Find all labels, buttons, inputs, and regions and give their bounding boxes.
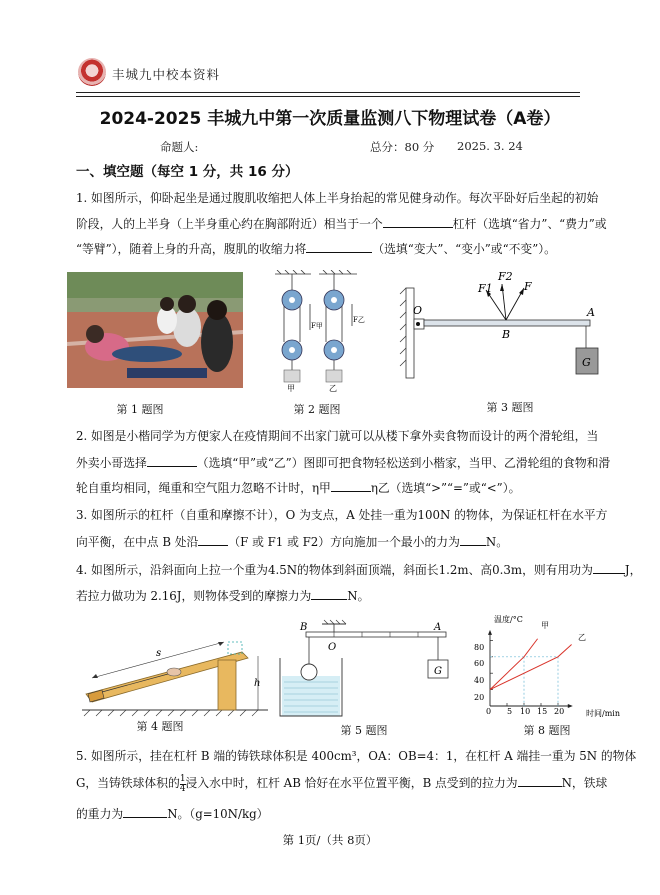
chart-x-arrow	[568, 704, 573, 708]
q5-text: G，当铸铁球体积的	[76, 776, 180, 790]
q2-line2	[76, 454, 610, 471]
q5-blank-1[interactable]	[518, 774, 562, 787]
page-footer: 第 1页/（共 8页）	[282, 833, 378, 847]
header-rule-thin	[76, 96, 580, 97]
q1-line1: 1. 如图所示，仰卧起坐是通过腹肌收缩把人体上半身抬起的常见健身动作。每次平卧好后坐起的初始	[76, 191, 599, 205]
q3-text: N。	[485, 535, 508, 549]
fig2-label-jia: 甲	[287, 384, 295, 392]
fig5-g: G	[434, 666, 442, 677]
q1-line3	[76, 240, 556, 257]
section-heading: 一、填空题（每空 1 分，共 16 分）	[76, 164, 299, 180]
q3-blank-1[interactable]	[198, 533, 228, 546]
chart-y-arrow	[488, 630, 492, 635]
situp-photo	[67, 272, 243, 388]
fraction-denominator: 4	[179, 783, 186, 794]
fig3-a: A	[587, 306, 595, 319]
school-logo	[78, 58, 106, 86]
q2-line1: 2. 如图是小楷同学为方便家人在疫情期间不出家门就可以从楼下拿外卖食物而设计的两个滑轮组，当	[76, 429, 599, 443]
fig2-label-yi: 乙	[329, 384, 337, 392]
chart-xtick-20: 20	[554, 707, 565, 716]
total-score: 总分：80 分	[370, 140, 435, 154]
fig2-f-jia: F甲	[311, 322, 323, 330]
q5-line3	[76, 805, 268, 822]
q3-text: 向平衡，在中点 B 处沿	[76, 535, 199, 549]
chart-ytick-80: 80	[474, 643, 485, 652]
fig3-f: F	[524, 280, 532, 293]
header-rule	[76, 92, 580, 93]
q1-text: 杠杆（选填“省力”、“费力”或	[452, 217, 607, 231]
q2-text: （选填“甲”或“乙”）图即可把食物轻松送到小楷家，当甲、乙滑轮组的食物和滑	[196, 456, 611, 470]
fig3-g: G	[582, 356, 591, 369]
q5-blank-2[interactable]	[123, 805, 167, 818]
q2-blank-2[interactable]	[331, 479, 371, 492]
chart-legend-jia: 甲	[541, 621, 549, 630]
q3-blank-2[interactable]	[460, 533, 486, 546]
q1-blank-2[interactable]	[306, 240, 372, 253]
q4-blank-1[interactable]	[593, 561, 625, 574]
fig3-o: O	[413, 304, 423, 317]
caption-fig5: 第 5 题图	[340, 724, 388, 737]
chart-ylabel: 温度/°C	[494, 615, 523, 624]
q2-line3	[76, 479, 520, 496]
chart-ytick-40: 40	[474, 676, 485, 685]
fig4-h: h	[254, 678, 261, 689]
chart-origin: 0	[486, 707, 492, 716]
chart-legend-yi: 乙	[578, 633, 586, 642]
q4-blank-2[interactable]	[311, 587, 347, 600]
fig3-f1: F1	[478, 282, 493, 295]
header-school: 丰城九中校本资料	[112, 67, 221, 82]
fig3-f2: F2	[498, 270, 513, 283]
q1-text: “等臂”），随着上身的升高，腹肌的收缩力将	[76, 242, 307, 256]
chart-series-jia	[490, 639, 538, 690]
q5-line2	[76, 774, 607, 794]
q3-line1: 3. 如图所示的杠杆（自重和摩擦不计），O 为支点，A 处挂一重为100N 的物体，为保证杠杆在水平方	[76, 508, 608, 522]
q2-blank-1[interactable]	[147, 454, 197, 467]
q4-text: 4. 如图所示，沿斜面向上拉一个重为4.5N的物体到斜面顶端，斜面长1.2m、高0.3m，则有用功为	[76, 563, 593, 577]
q5-line1: 5. 如图所示，挂在杠杆 B 端的铸铁球体积是 400cm³，OA：OB=4：1，在杠杆 A 端挂一重为 5N 的物体	[76, 749, 637, 763]
chart-xlabel: 时间/min	[586, 709, 620, 718]
q4-text: J，	[624, 563, 642, 577]
fig5-a: A	[434, 622, 442, 633]
chart-series-yi	[490, 645, 572, 690]
q4-text: N。	[347, 589, 370, 603]
q3-line2	[76, 533, 508, 550]
q1-text: （选填“变大”、“变小”或“不变”）。	[372, 242, 556, 256]
chart-xtick-10: 10	[520, 707, 531, 716]
q4-line1	[76, 561, 641, 578]
caption-fig1: 第 1 题图	[116, 403, 164, 416]
fig4-s: s	[156, 648, 162, 659]
q5-text: 的重力为	[76, 807, 124, 821]
fig5-b: B	[300, 622, 308, 633]
caption-fig3: 第 3 题图	[486, 401, 534, 414]
chart-xtick-15: 15	[537, 707, 548, 716]
caption-fig2: 第 2 题图	[293, 403, 341, 416]
chart-ytick-60: 60	[474, 659, 485, 668]
q2-text: 轮自重均相同，绳重和空气阻力忽略不计时，η甲	[76, 481, 331, 495]
q5-text: N。（g=10N/kg）	[167, 807, 269, 821]
q1-blank-1[interactable]	[383, 215, 453, 228]
page-title: 2024-2025 丰城九中第一次质量监测八下物理试卷（A卷）	[99, 109, 561, 129]
q2-text: 外卖小哥选择	[76, 456, 147, 470]
q5-text: N，铁球	[561, 776, 608, 790]
incline-figure	[82, 618, 272, 718]
temperature-chart	[474, 614, 644, 722]
fraction-numerator: 1	[179, 773, 186, 784]
lever-figure-q3	[396, 268, 606, 390]
pulley-figure	[267, 270, 367, 392]
chart-ytick-20: 20	[474, 693, 485, 702]
q5-text: 浸入水中时，杠杆 AB 恰好在水平位置平衡，B 点受到的拉力为	[185, 776, 518, 790]
q3-text: （F 或 F1 或 F2）方向施加一个最小的力为	[228, 535, 460, 549]
q4-text: 若拉力做功为 2.16J，则物体受到的摩擦力为	[76, 589, 312, 603]
chart-xtick-5: 5	[507, 707, 513, 716]
setter-label: 命题人:	[160, 140, 199, 154]
q2-text: η乙（选填“>”“=”或“<”）。	[370, 481, 521, 495]
fig5-o: O	[328, 642, 337, 653]
fig3-b: B	[502, 328, 511, 341]
caption-fig4: 第 4 题图	[136, 720, 184, 733]
fig2-f-yi: F乙	[353, 316, 365, 324]
caption-fig8: 第 8 题图	[523, 724, 571, 737]
exam-date: 2025. 3. 24	[457, 139, 523, 153]
lever-figure-q5	[276, 618, 466, 722]
q4-line2	[76, 587, 369, 604]
q1-text: 阶段，人的上半身（上半身重心约在胸部附近）相当于一个	[76, 217, 383, 231]
q1-line2	[76, 215, 607, 232]
